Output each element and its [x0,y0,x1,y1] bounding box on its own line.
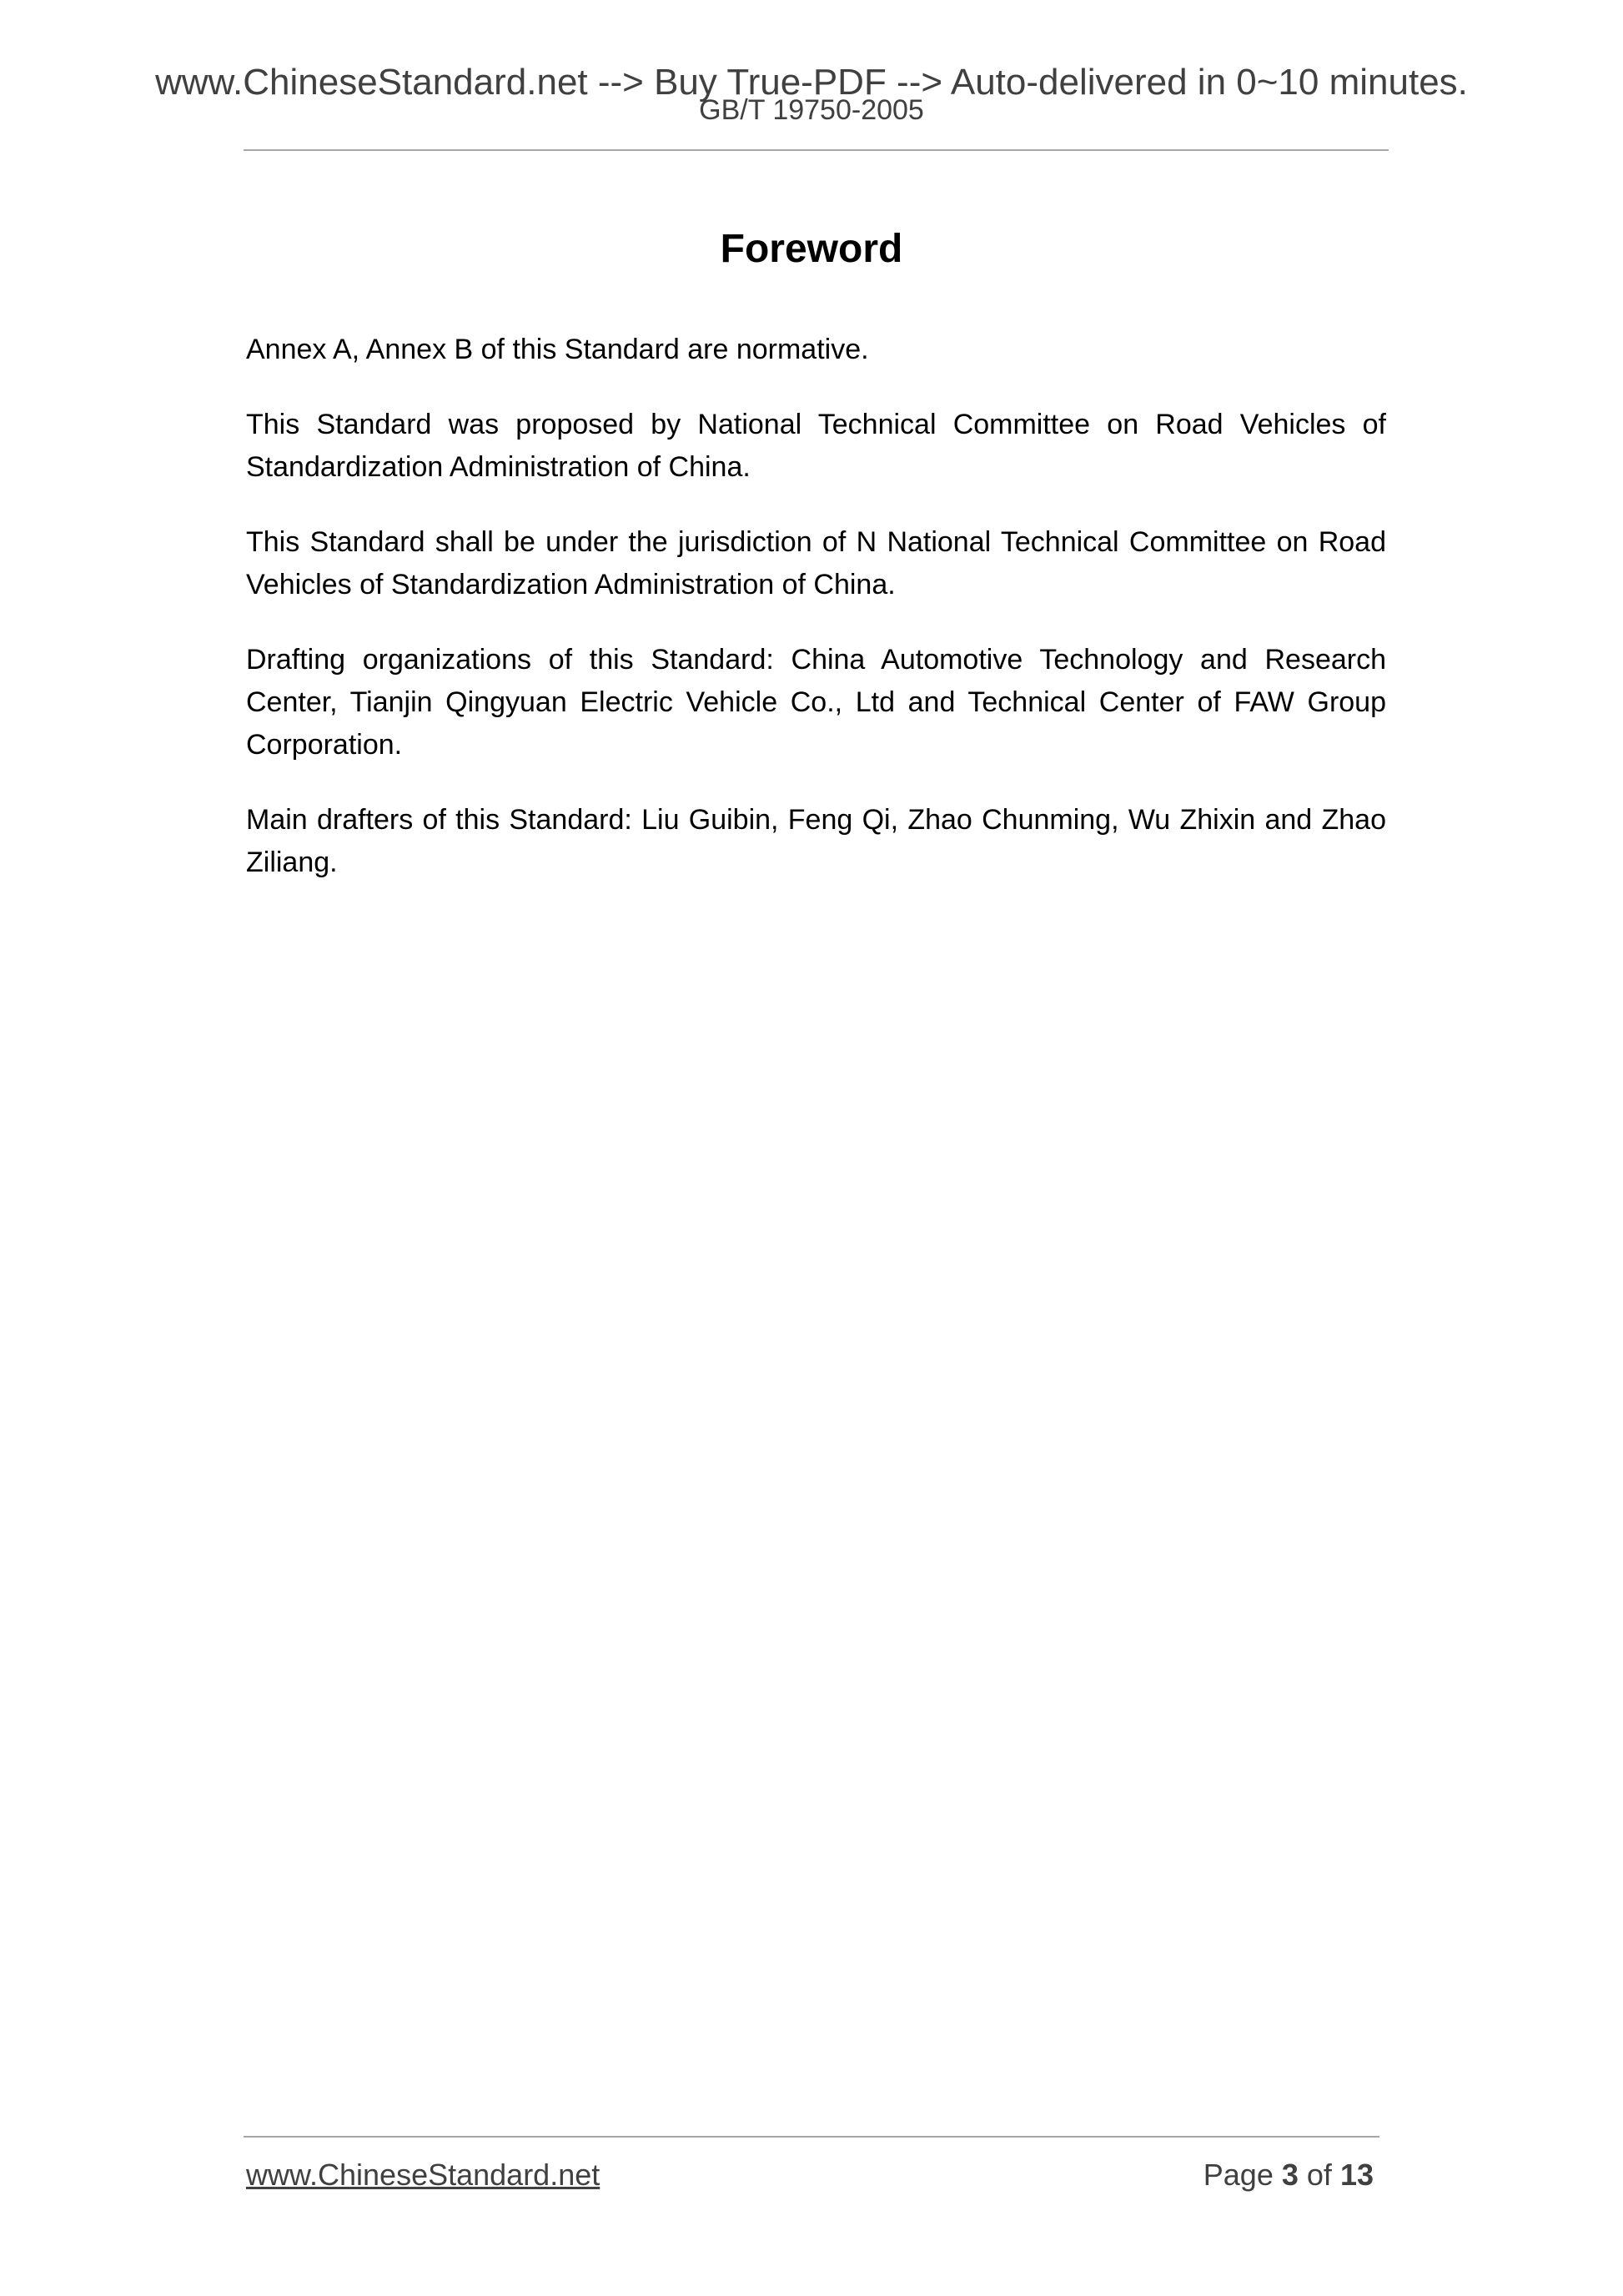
page-title: Foreword [720,227,903,271]
paragraph-proposed-by: This Standard was proposed by National Technical Committee on Road Vehicles of Standardization Administration of China. [246,409,1386,483]
paragraph-annex: Annex A, Annex B of this Standard are normative. [246,334,869,365]
paragraph-drafting-organizations: Drafting organizations of this Standard: China Automotive Technology and Research Center, Tianjin Qingyuan Electric Vehicle Co., Ltd and Technical Center of FAW Group Corporation. [246,644,1386,761]
document-code: GB/T 19750-2005 [699,94,924,126]
page-label: Page [1203,2158,1274,2192]
paragraph-main-drafters: Main drafters of this Standard: Liu Guibin, Feng Qi, Zhao Chunming, Wu Zhixin and Zhao Ziliang. [246,804,1386,878]
page-of-label: of [1306,2158,1332,2192]
total-pages: 13 [1339,2158,1374,2192]
paragraph-jurisdiction: This Standard shall be under the jurisdiction of N National Technical Committee on Road Vehicles of Standardization Administration of China. [246,526,1386,600]
current-page: 3 [1281,2158,1299,2192]
header-divider [244,149,1389,151]
foreword-body [246,329,1386,917]
header-banner: www.ChineseStandard.net --> Buy True-PDF --> Auto-delivered in 0~10 minutes. [155,62,1468,103]
footer-website-link[interactable]: www.ChineseStandard.net [246,2158,600,2192]
footer-divider [244,2136,1379,2138]
page-number [1203,2157,1374,2193]
